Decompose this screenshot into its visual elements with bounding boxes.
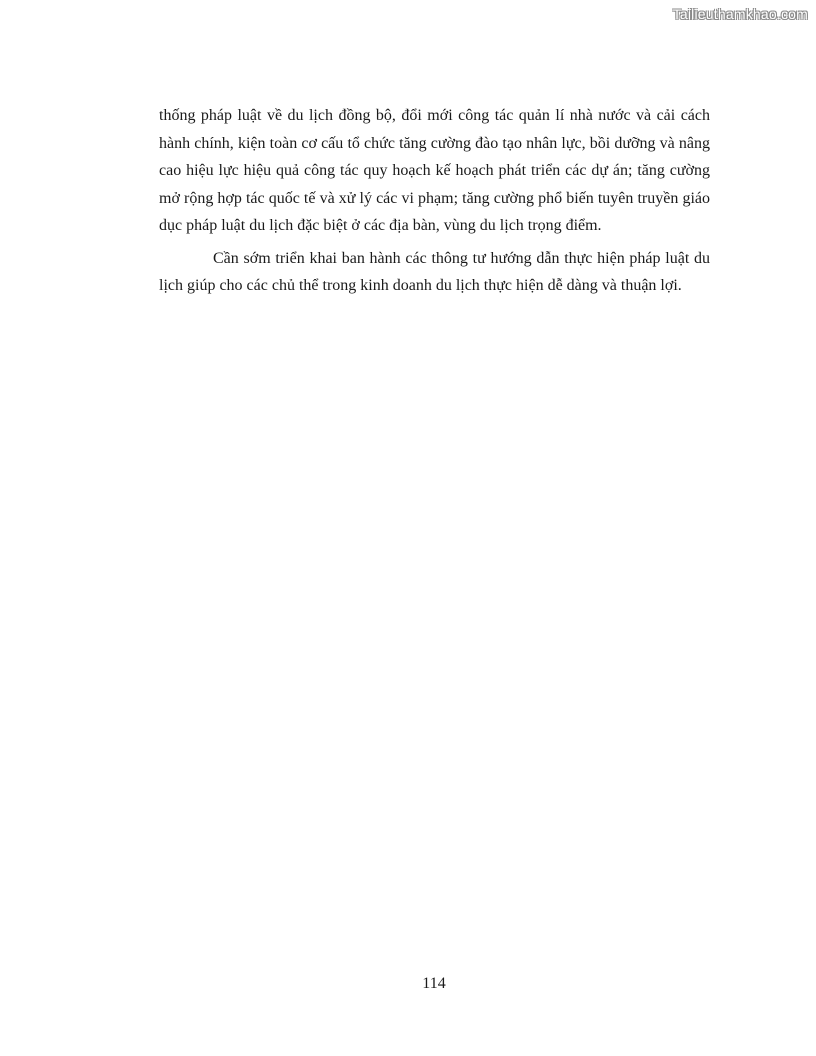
paragraph-continued: thống pháp luật về du lịch đồng bộ, đổi mới công tác quản lí nhà nước và cải cách hành chính, kiện toàn cơ cấu tổ chức tăng cường đào tạo nhân lực, bồi dưỡng và nâng cao hiệu lực hiệu quả công tác quy hoạch kế hoạch phát triển các dự án; tăng cường mở rộng hợp tác quốc tế và xử lý các vi phạm; tăng cường phổ biến tuyên truyền giáo dục pháp luật du lịch đặc biệt ở các địa bàn, vùng du lịch trọng điểm. [159, 107, 710, 234]
page-number: 114 [422, 975, 446, 992]
paragraph-recommendation: Cần sớm triển khai ban hành các thông tư hướng dẫn thực hiện pháp luật du lịch giúp cho các chủ thể trong kinh doanh du lịch thực hiện dễ dàng và thuận lợi. [159, 249, 710, 294]
watermark-logo: Tailieuthamkhao.com [672, 6, 808, 22]
document-body [159, 102, 710, 300]
